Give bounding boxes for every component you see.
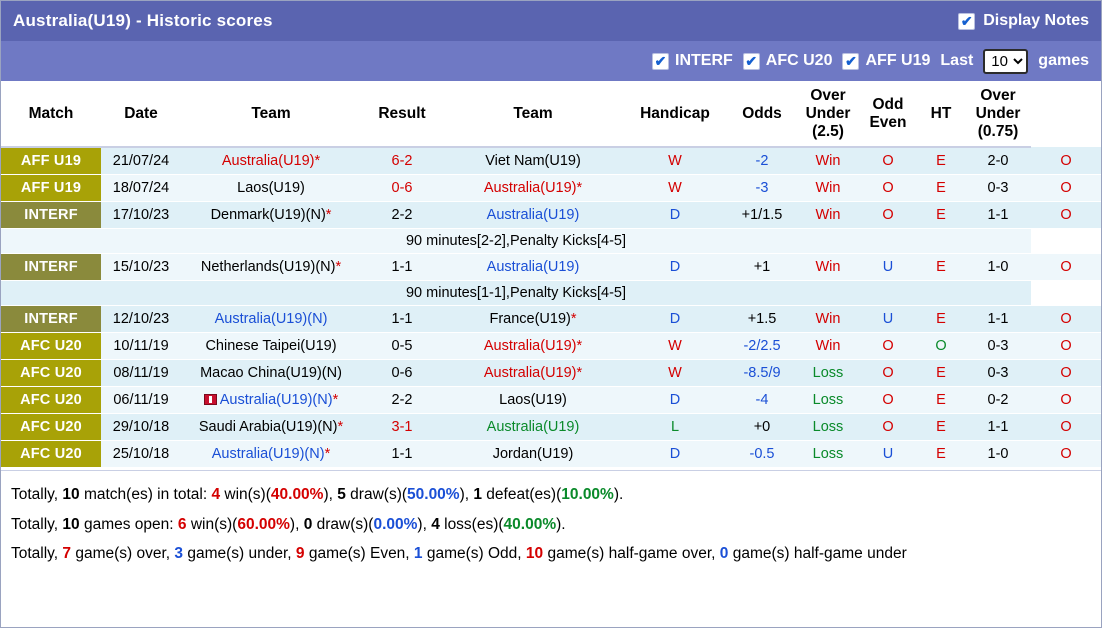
away-team[interactable]	[443, 360, 623, 387]
team-name: Australia(U19)(N)	[214, 311, 328, 328]
table-row[interactable]	[1, 333, 1101, 360]
away-team[interactable]	[443, 147, 623, 175]
handicap-cell	[623, 387, 727, 414]
over-under-075: O	[1031, 254, 1101, 281]
match-note-row	[1, 229, 1101, 254]
wdl-flag: L	[670, 419, 680, 436]
table-header-row	[1, 81, 1101, 147]
odd-even: O	[917, 333, 965, 360]
interf-checkbox[interactable]: ✔	[652, 53, 669, 70]
handicap-value: -0.5	[727, 441, 797, 468]
filter-aff-u19[interactable]	[842, 52, 930, 70]
half-time-score: 1-0	[965, 441, 1031, 468]
match-date: 25/10/18	[101, 441, 181, 468]
match-note-row	[1, 281, 1101, 306]
wdl-flag: D	[669, 446, 681, 463]
league-badge[interactable]: AFC U20	[1, 387, 101, 414]
filter-bar	[1, 41, 1101, 81]
match-note: 90 minutes[2-2],Penalty Kicks[4-5]	[1, 229, 1031, 254]
team-name: Australia(U19)	[486, 259, 580, 276]
match-result: 0-6	[361, 175, 443, 202]
odd-even: E	[917, 202, 965, 229]
handicap-cell	[623, 254, 727, 281]
home-team[interactable]	[181, 360, 361, 387]
match-result: 6-2	[361, 147, 443, 175]
half-time-score: 1-0	[965, 254, 1031, 281]
team-name: Macao China(U19)(N)	[200, 365, 342, 382]
col-odd-even[interactable]: Odd Even	[859, 81, 917, 147]
wdl-flag: W	[668, 180, 682, 197]
col-ht[interactable]: HT	[917, 81, 965, 147]
match-date: 12/10/23	[101, 306, 181, 333]
team-name: Denmark(U19)(N)	[210, 207, 326, 224]
league-badge[interactable]: AFF U19	[1, 175, 101, 202]
odd-even: E	[917, 360, 965, 387]
over-under-075: O	[1031, 414, 1101, 441]
handicap-value: -2/2.5	[727, 333, 797, 360]
odds-result: Loss	[797, 414, 859, 441]
wdl-flag: D	[669, 207, 681, 224]
match-date: 29/10/18	[101, 414, 181, 441]
handicap-value: -4	[727, 387, 797, 414]
wdl-flag: W	[668, 153, 682, 170]
match-date: 17/10/23	[101, 202, 181, 229]
match-result: 3-1	[361, 414, 443, 441]
team-name: Viet Nam(U19)	[485, 153, 581, 170]
star-marker: *	[576, 180, 583, 197]
col-odds[interactable]: Odds	[727, 81, 797, 147]
match-result: 1-1	[361, 254, 443, 281]
summary-section	[1, 479, 1101, 563]
team-name: Australia(U19)	[483, 180, 577, 197]
team-name: Australia(U19)	[483, 365, 577, 382]
odd-even: E	[917, 254, 965, 281]
afc-u20-label: AFC U20	[765, 52, 833, 69]
home-team[interactable]	[181, 254, 361, 281]
match-result: 2-2	[361, 202, 443, 229]
star-marker: *	[570, 311, 577, 328]
afc-u20-checkbox[interactable]: ✔	[743, 53, 760, 70]
league-badge[interactable]: INTERF	[1, 306, 101, 333]
half-time-score: 1-1	[965, 414, 1031, 441]
half-time-score: 0-3	[965, 333, 1031, 360]
table-row[interactable]	[1, 254, 1101, 281]
over-under-075: O	[1031, 441, 1101, 468]
over-under-25: O	[859, 360, 917, 387]
match-result: 1-1	[361, 306, 443, 333]
divider	[1, 470, 1101, 471]
handicap-cell	[623, 360, 727, 387]
handicap-cell	[623, 202, 727, 229]
match-result: 0-6	[361, 360, 443, 387]
away-team[interactable]	[443, 254, 623, 281]
match-result: 0-5	[361, 333, 443, 360]
table-row[interactable]	[1, 202, 1101, 229]
half-time-score: 0-3	[965, 175, 1031, 202]
team-name: Australia(U19)	[486, 207, 580, 224]
table-row[interactable]	[1, 306, 1101, 333]
star-marker: *	[576, 365, 583, 382]
over-under-075: O	[1031, 306, 1101, 333]
wdl-flag: D	[669, 392, 681, 409]
over-under-075: O	[1031, 387, 1101, 414]
team-name: Chinese Taipei(U19)	[205, 338, 337, 355]
half-time-score: 2-0	[965, 147, 1031, 175]
odds-result: Win	[797, 333, 859, 360]
scores-table	[1, 81, 1101, 468]
handicap-cell	[623, 333, 727, 360]
handicap-value: -8.5/9	[727, 360, 797, 387]
star-marker: *	[324, 446, 331, 463]
odd-even: E	[917, 306, 965, 333]
filter-interf[interactable]	[652, 52, 733, 70]
league-badge[interactable]: AFC U20	[1, 441, 101, 468]
team-name: Jordan(U19)	[492, 446, 574, 463]
table-row[interactable]	[1, 387, 1101, 414]
summary-line-1: Totally, 10 match(es) in total: 4 win(s)(40.00%), 5 draw(s)(50.00%), 1 defeat(es)(10.00%).	[11, 486, 624, 504]
over-under-075: O	[1031, 333, 1101, 360]
away-team[interactable]	[443, 387, 623, 414]
wdl-flag: D	[669, 311, 681, 328]
handicap-value: +1	[727, 254, 797, 281]
odds-result: Loss	[797, 387, 859, 414]
over-under-075: O	[1031, 147, 1101, 175]
col-away-team[interactable]: Team	[443, 81, 623, 147]
half-time-score: 0-2	[965, 387, 1031, 414]
away-team[interactable]	[443, 306, 623, 333]
star-marker: *	[314, 153, 321, 170]
team-name: Australia(U19)	[483, 338, 577, 355]
col-home-team[interactable]: Team	[181, 81, 361, 147]
over-under-25: U	[859, 254, 917, 281]
team-name: Netherlands(U19)(N)	[200, 259, 336, 276]
col-match[interactable]: Match	[1, 81, 101, 147]
half-time-score: 0-3	[965, 360, 1031, 387]
handicap-cell	[623, 414, 727, 441]
over-under-25: O	[859, 202, 917, 229]
games-label: games	[1038, 52, 1089, 69]
over-under-25: O	[859, 333, 917, 360]
odds-result: Win	[797, 202, 859, 229]
odds-result: Loss	[797, 441, 859, 468]
home-team[interactable]	[181, 306, 361, 333]
team-name: Laos(U19)	[237, 180, 305, 197]
col-over-under-075[interactable]: Over Under (0.75)	[965, 81, 1031, 147]
flag-icon	[204, 394, 217, 405]
col-handicap[interactable]: Handicap	[623, 81, 727, 147]
odd-even: E	[917, 147, 965, 175]
away-team[interactable]	[443, 333, 623, 360]
team-name: Australia(U19)(N)	[219, 392, 333, 409]
league-badge[interactable]: AFC U20	[1, 360, 101, 387]
handicap-value: -2	[727, 147, 797, 175]
away-team[interactable]	[443, 202, 623, 229]
odds-result: Loss	[797, 360, 859, 387]
match-date: 06/11/19	[101, 387, 181, 414]
star-marker: *	[576, 338, 583, 355]
title-bar	[1, 1, 1101, 41]
page-title: Australia(U19) - Historic scores	[13, 11, 273, 30]
team-name: Australia(U19)	[486, 419, 580, 436]
table-row[interactable]	[1, 360, 1101, 387]
league-badge[interactable]: AFF U19	[1, 147, 101, 175]
home-team[interactable]	[181, 333, 361, 360]
match-date: 08/11/19	[101, 360, 181, 387]
col-date[interactable]: Date	[101, 81, 181, 147]
team-name: Laos(U19)	[499, 392, 567, 409]
match-date: 21/07/24	[101, 147, 181, 175]
summary-line-3: Totally, 7 game(s) over, 3 game(s) under, 9 game(s) Even, 1 game(s) Odd, 10 game(s) half-game over, 0 game(s) half-game under	[11, 544, 907, 562]
league-badge[interactable]: AFC U20	[1, 333, 101, 360]
odd-even: E	[917, 414, 965, 441]
match-date: 18/07/24	[101, 175, 181, 202]
star-marker: *	[325, 207, 332, 224]
summary-line-2: Totally, 10 games open: 6 win(s)(60.00%), 0 draw(s)(0.00%), 4 loss(es)(40.00%).	[11, 515, 566, 533]
over-under-25: O	[859, 387, 917, 414]
over-under-25: U	[859, 441, 917, 468]
team-name: France(U19)	[489, 311, 571, 328]
home-team[interactable]	[181, 175, 361, 202]
away-team[interactable]	[443, 414, 623, 441]
half-time-score: 1-1	[965, 306, 1031, 333]
team-name: Saudi Arabia(U19)(N)	[198, 419, 338, 436]
aff-u19-label: AFF U19	[865, 52, 931, 69]
display-notes-label: Display Notes	[983, 12, 1089, 29]
match-note: 90 minutes[1-1],Penalty Kicks[4-5]	[1, 281, 1031, 306]
odds-result: Win	[797, 306, 859, 333]
interf-label: INTERF	[675, 52, 733, 69]
league-badge[interactable]: INTERF	[1, 202, 101, 229]
odd-even: E	[917, 441, 965, 468]
league-badge[interactable]: AFC U20	[1, 414, 101, 441]
col-result[interactable]: Result	[361, 81, 443, 147]
aff-u19-checkbox[interactable]: ✔	[842, 53, 859, 70]
match-date: 10/11/19	[101, 333, 181, 360]
odd-even: E	[917, 387, 965, 414]
match-result: 1-1	[361, 441, 443, 468]
games-count-select[interactable]	[983, 49, 1028, 74]
over-under-25: U	[859, 306, 917, 333]
last-label: Last	[940, 52, 974, 69]
handicap-value: -3	[727, 175, 797, 202]
home-team[interactable]	[181, 147, 361, 175]
star-marker: *	[335, 259, 342, 276]
over-under-25: O	[859, 175, 917, 202]
over-under-075: O	[1031, 202, 1101, 229]
handicap-cell	[623, 147, 727, 175]
odds-result: Win	[797, 175, 859, 202]
handicap-value: +1/1.5	[727, 202, 797, 229]
handicap-cell	[623, 441, 727, 468]
wdl-flag: W	[668, 338, 682, 355]
home-team[interactable]	[181, 414, 361, 441]
star-marker: *	[332, 392, 339, 409]
filter-afc-u20[interactable]	[743, 52, 833, 70]
table-row[interactable]	[1, 414, 1101, 441]
match-date: 15/10/23	[101, 254, 181, 281]
over-under-25: O	[859, 414, 917, 441]
home-team[interactable]	[181, 441, 361, 468]
away-team[interactable]	[443, 441, 623, 468]
table-row[interactable]	[1, 175, 1101, 202]
home-team[interactable]	[181, 202, 361, 229]
wdl-flag: D	[669, 259, 681, 276]
odd-even: E	[917, 175, 965, 202]
over-under-075: O	[1031, 360, 1101, 387]
col-over-under-25[interactable]: Over Under (2.5)	[797, 81, 859, 147]
table-row[interactable]	[1, 441, 1101, 468]
table-row[interactable]	[1, 147, 1101, 175]
over-under-075: O	[1031, 175, 1101, 202]
handicap-cell	[623, 175, 727, 202]
away-team[interactable]	[443, 175, 623, 202]
wdl-flag: W	[668, 365, 682, 382]
league-badge[interactable]: INTERF	[1, 254, 101, 281]
display-notes-checkbox[interactable]: ✔	[958, 13, 975, 30]
odds-result: Win	[797, 147, 859, 175]
team-name: Australia(U19)	[221, 153, 315, 170]
home-team[interactable]	[181, 387, 361, 414]
half-time-score: 1-1	[965, 202, 1031, 229]
handicap-value: +0	[727, 414, 797, 441]
over-under-25: O	[859, 147, 917, 175]
handicap-value: +1.5	[727, 306, 797, 333]
display-notes-toggle[interactable]	[958, 12, 1089, 30]
star-marker: *	[337, 419, 344, 436]
match-result: 2-2	[361, 387, 443, 414]
team-name: Australia(U19)(N)	[211, 446, 325, 463]
odds-result: Win	[797, 254, 859, 281]
handicap-cell	[623, 306, 727, 333]
